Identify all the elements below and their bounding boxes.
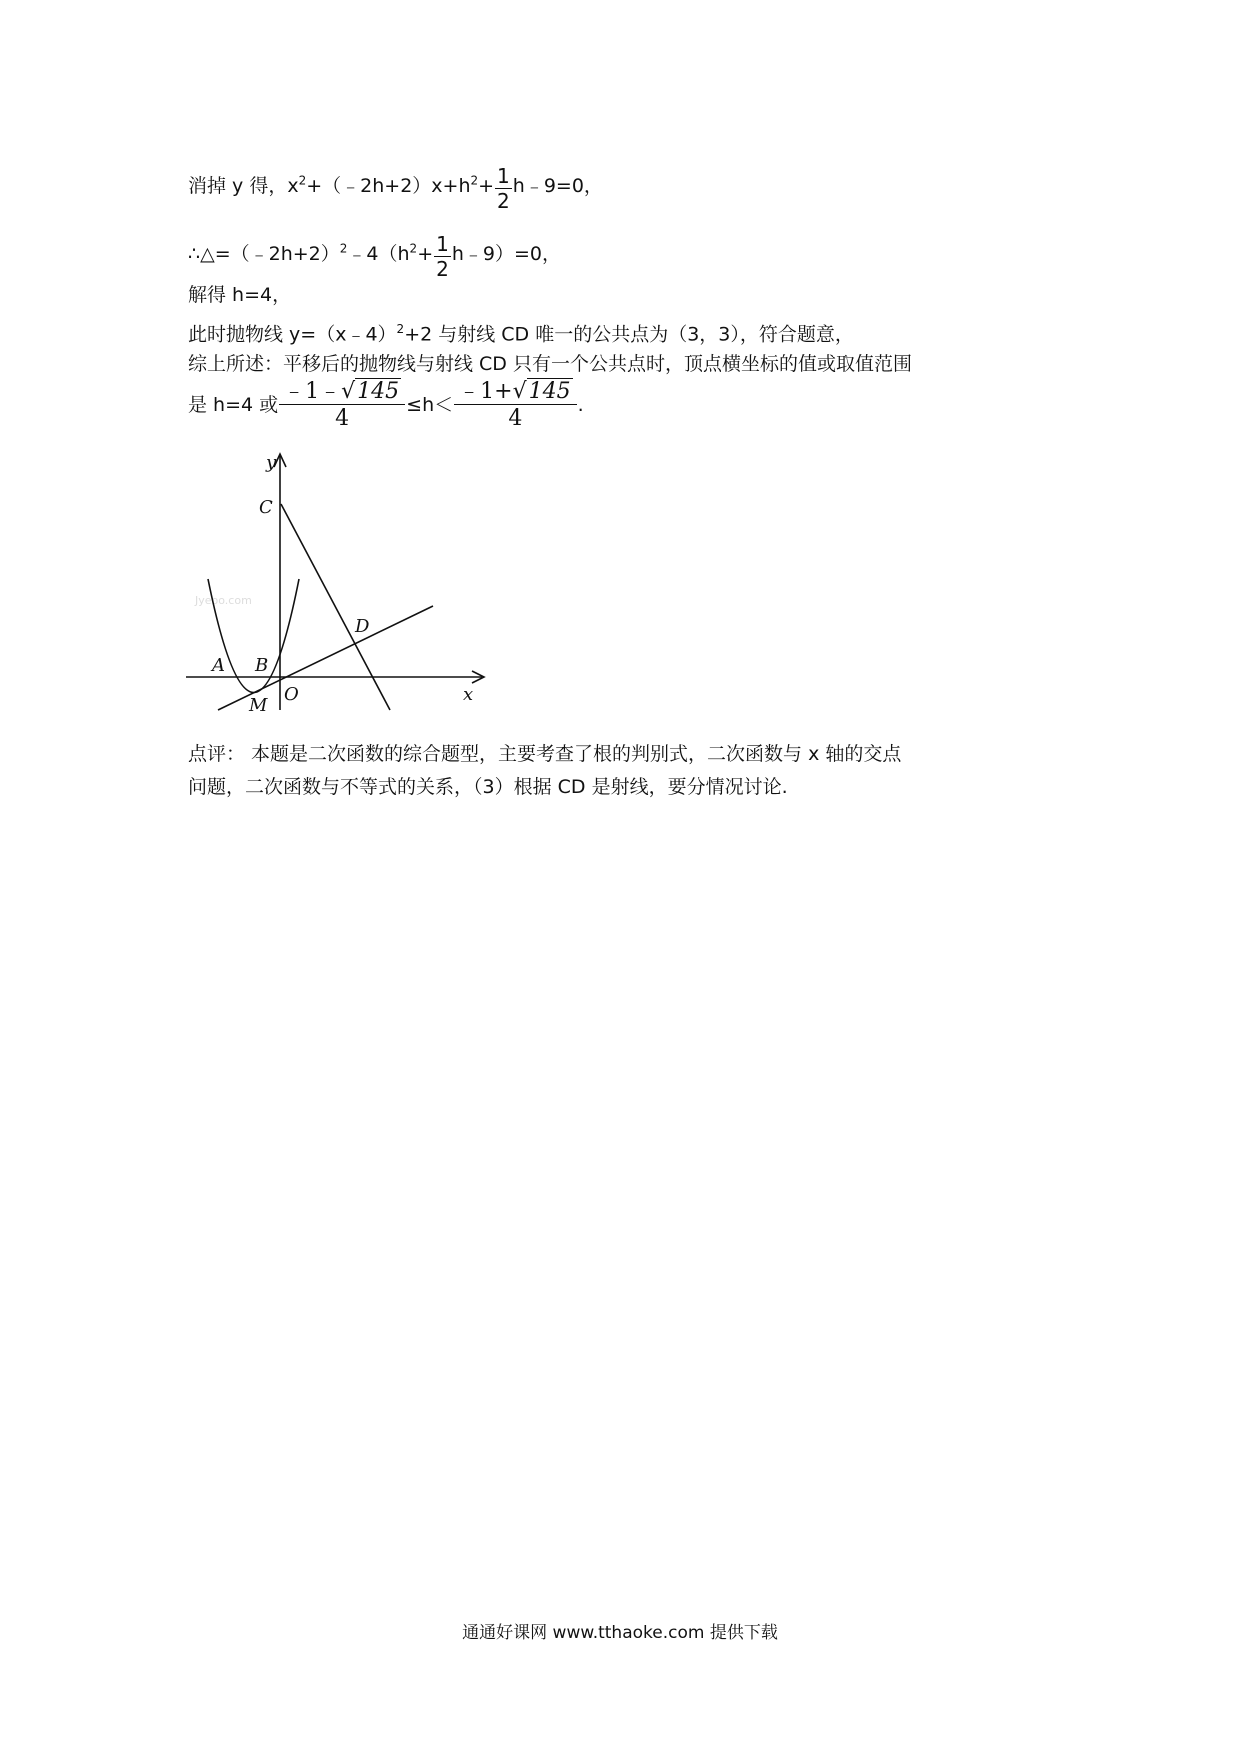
- numerator-prefix: ﹣1+: [458, 379, 513, 404]
- fraction-numerator: [279, 380, 405, 404]
- fraction-half: [434, 232, 451, 281]
- text-segment: 是 h=4 或: [188, 394, 279, 416]
- label-x: x: [463, 684, 474, 705]
- radicand: 145: [528, 379, 571, 404]
- label-b: B: [255, 655, 269, 676]
- label-a: A: [212, 655, 225, 676]
- text-segment: h﹣9）=0，: [451, 243, 561, 265]
- parabola-check-line: [188, 317, 854, 346]
- comment-line-1: 点评： 本题是二次函数的综合题型，主要考查了根的判别式，二次函数与 x 轴的交点: [188, 743, 902, 765]
- superscript: 2: [409, 241, 418, 256]
- equation-line-1: [188, 162, 603, 211]
- geometry-figure: [180, 442, 500, 732]
- label-y: y: [266, 452, 277, 473]
- text-segment: 此时抛物线 y=（x﹣4）: [188, 323, 397, 346]
- fraction-half: [495, 164, 512, 213]
- sqrt-icon: √: [341, 379, 356, 404]
- text-segment: +: [417, 243, 434, 265]
- superscript: 2: [396, 322, 405, 336]
- range-answer-line: [188, 378, 584, 429]
- fraction-upper-bound: [454, 380, 576, 431]
- text-segment: +（﹣2h+2）x+h: [306, 175, 471, 197]
- superscript: 2: [470, 173, 479, 188]
- fraction-numerator: 1: [497, 164, 510, 188]
- superscript: 2: [339, 241, 348, 256]
- fraction-denominator: 2: [497, 189, 510, 213]
- summary-line: 综上所述：平移后的抛物线与射线 CD 只有一个公共点时，顶点横坐标的值或取值范围: [188, 353, 912, 375]
- text-segment: ﹣4（h: [347, 243, 410, 265]
- label-d: D: [355, 616, 370, 637]
- fraction-numerator: 1: [436, 232, 449, 256]
- fraction-lower-bound: [279, 380, 405, 431]
- text-segment: ∴△=（﹣2h+2）: [188, 243, 340, 265]
- fraction-denominator: 4: [279, 404, 405, 431]
- fraction-denominator: 4: [454, 404, 576, 431]
- text-segment: .: [577, 394, 584, 416]
- fraction-denominator: 2: [436, 257, 449, 281]
- ray-cd: [281, 504, 390, 710]
- radicand: 145: [357, 379, 400, 404]
- superscript: 2: [298, 173, 307, 188]
- text-segment: 消掉 y 得，x: [188, 175, 299, 197]
- inequality-middle: ≤h＜: [406, 394, 454, 416]
- solution-h-line: 解得 h=4，: [188, 284, 292, 306]
- discriminant-line: [188, 230, 561, 279]
- fraction-numerator: [454, 380, 576, 404]
- text-segment: +2 与射线 CD 唯一的公共点为（3，3），符合题意，: [404, 323, 854, 346]
- label-o: O: [284, 684, 299, 705]
- text-segment: h﹣9=0，: [512, 175, 603, 197]
- text-segment: +: [478, 175, 495, 197]
- watermark: Jyeoo.com: [195, 594, 252, 607]
- sqrt-icon: √: [512, 379, 527, 404]
- comment-line-2: 问题，二次函数与不等式的关系，（3）根据 CD 是射线，要分情况讨论.: [188, 776, 788, 798]
- label-m: M: [249, 695, 268, 716]
- numerator-prefix: ﹣1﹣: [283, 379, 342, 404]
- footer-download-credit: 通通好课网 www.tthaoke.com 提供下载: [462, 1623, 778, 1643]
- label-c: C: [259, 497, 273, 518]
